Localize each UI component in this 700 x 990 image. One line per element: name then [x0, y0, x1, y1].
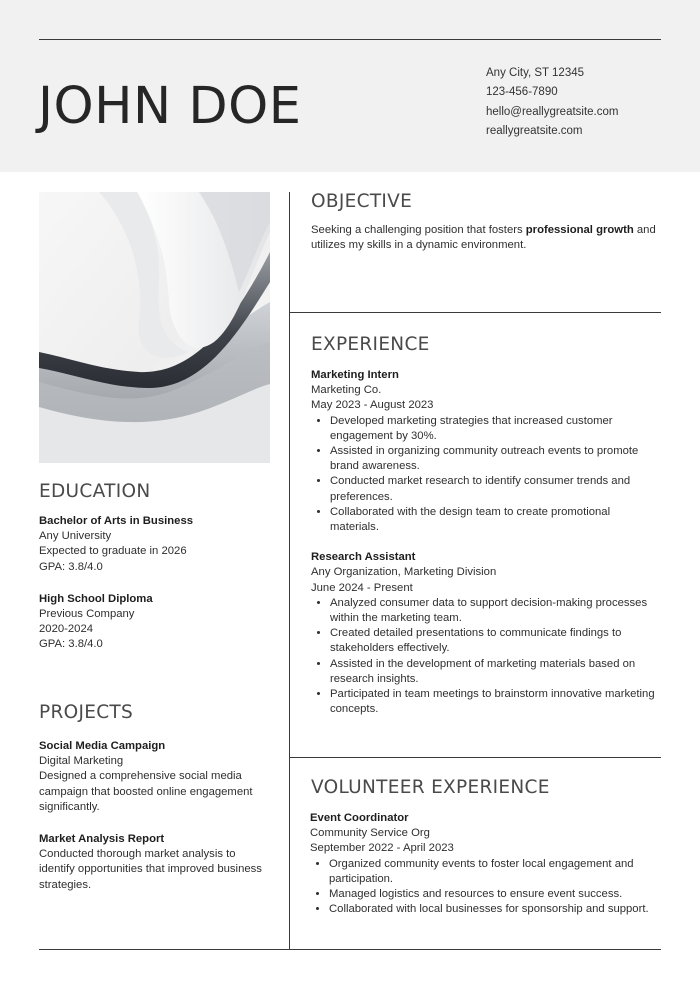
project-entry	[39, 739, 267, 815]
project-desc: Designed a comprehensive social media campaign that boosted online engagement significantly.	[39, 770, 253, 813]
job-bullet: • Conducted market research to identify consumer trends and preferences.	[330, 474, 661, 504]
projects-list	[39, 739, 267, 908]
education-dates: 2020-2024	[39, 623, 94, 636]
education-degree: Bachelor of Arts in Business	[39, 515, 194, 527]
job-bullet: • Developed marketing strategies that increased customer engagement by 30%.	[330, 414, 661, 444]
objective-text-bold: professional growth	[525, 224, 634, 236]
education-gpa: GPA: 3.8/4.0	[39, 638, 103, 651]
experience-list	[311, 368, 661, 732]
education-list	[39, 514, 271, 668]
volunteer-org: Community Service Org	[310, 827, 430, 840]
project-name: Market Analysis Report	[39, 833, 165, 846]
job-dates: June 2024 - Present	[311, 581, 413, 594]
project-entry	[39, 832, 267, 893]
job-dates: May 2023 - August 2023	[311, 399, 434, 412]
education-dates: Expected to graduate in 2026	[39, 545, 187, 558]
education-school: Any University	[39, 530, 112, 543]
job-bullet: • Assisted in organizing community outreach events to promote brand awareness.	[330, 444, 661, 474]
divider-experience	[289, 757, 661, 758]
top-divider	[39, 39, 661, 40]
contact-info	[486, 64, 618, 141]
candidate-name: JOHN DOE	[38, 77, 302, 136]
volunteer-bullet: • Collaborated with local businesses for sponsorship and support.	[329, 902, 655, 917]
objective-title: OBJECTIVE	[311, 191, 413, 212]
abstract-wave-photo	[39, 192, 270, 463]
job-bullet: • Analyzed consumer data to support decision-making processes within the marketing team.	[330, 596, 661, 626]
contact-phone: 123-456-7890	[486, 86, 558, 99]
job-bullet: • Participated in team meetings to brainstorm innovative marketing concepts.	[330, 687, 661, 717]
volunteer-bullet: • Organized community events to foster local engagement and participation.	[329, 857, 655, 887]
education-gpa: GPA: 3.8/4.0	[39, 560, 103, 573]
project-desc: Conducted thorough market analysis to identify opportunities that improved business strategies.	[39, 848, 262, 891]
education-degree: High School Diploma	[39, 592, 153, 605]
experience-entry	[311, 550, 661, 717]
column-divider	[289, 192, 290, 950]
divider-objective	[289, 312, 661, 313]
projects-title: PROJECTS	[39, 702, 134, 723]
education-entry	[39, 592, 271, 653]
education-school: Previous Company	[39, 608, 135, 621]
volunteer-entry	[310, 811, 655, 917]
job-bullet: • Collaborated with the design team to create promotional materials.	[330, 505, 661, 535]
experience-title: EXPERIENCE	[311, 334, 430, 355]
objective-text-part: Seeking a challenging position that fosters	[311, 224, 526, 236]
job-bullet: • Created detailed presentations to communicate findings to stakeholders effectively.	[330, 626, 661, 656]
objective-text-part: and utilizes my skills in a dynamic environment.	[311, 224, 656, 252]
job-org: Any Organization, Marketing Division	[311, 566, 497, 579]
project-name: Social Media Campaign	[39, 740, 166, 752]
job-bullets	[311, 596, 661, 718]
volunteer-role: Event Coordinator	[310, 812, 409, 824]
volunteer-title: VOLUNTEER EXPERIENCE	[311, 777, 550, 798]
volunteer-bullet: • Managed logistics and resources to ensure event success.	[329, 887, 655, 902]
job-bullet: • Assisted in the development of marketing materials based on research insights.	[330, 657, 661, 687]
bottom-divider	[39, 949, 661, 950]
job-org: Marketing Co.	[311, 384, 382, 397]
job-bullets	[311, 414, 661, 536]
education-entry	[39, 514, 271, 575]
volunteer-bullets	[310, 857, 655, 918]
project-area: Digital Marketing	[39, 755, 124, 768]
objective-text	[311, 223, 661, 253]
job-role: Marketing Intern	[311, 369, 399, 381]
experience-entry	[311, 368, 661, 535]
contact-address: Any City, ST 12345	[486, 67, 585, 79]
volunteer-dates: September 2022 - April 2023	[310, 842, 454, 855]
job-role: Research Assistant	[311, 551, 416, 564]
contact-email[interactable]: hello@reallygreatsite.com	[486, 105, 619, 118]
education-title: EDUCATION	[39, 481, 151, 502]
contact-website[interactable]: reallygreatsite.com	[486, 124, 583, 137]
